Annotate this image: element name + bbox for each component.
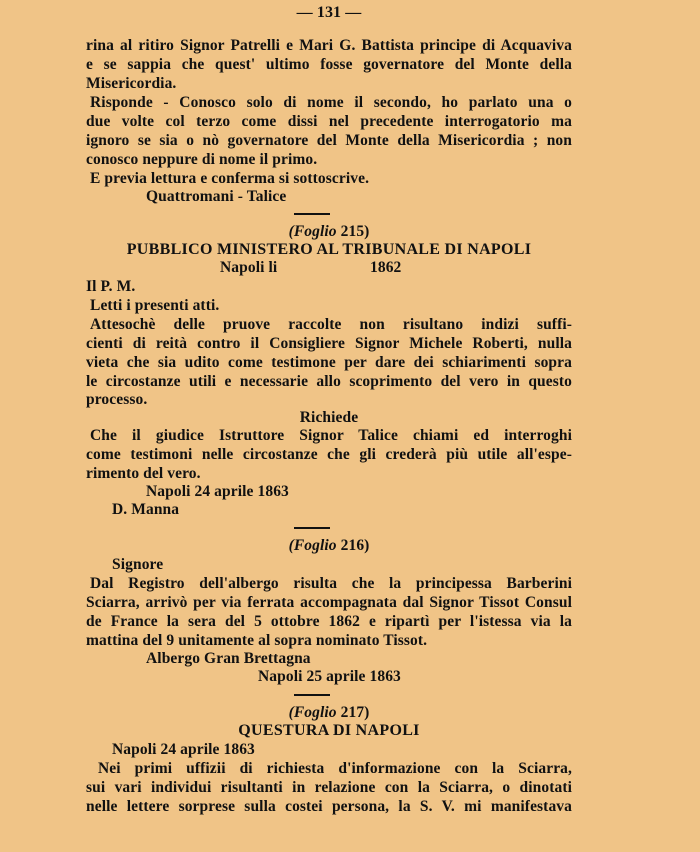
date-line: Napoli 24 aprile 1863 bbox=[112, 741, 255, 758]
text-line: mattina del 9 unitamente al sopra nominato Tissot. bbox=[86, 632, 428, 649]
text-line: ignoro se sia o nò governatore del Monte della Misericordia ; non bbox=[86, 132, 572, 149]
section-divider bbox=[294, 213, 330, 215]
text-line: rimento del vero. bbox=[86, 465, 201, 482]
text-line: sui vari individui risultanti in relazione con la Sciarra, o dinotati bbox=[86, 779, 572, 796]
text-line: Richiede bbox=[299, 409, 359, 426]
text-line: Albergo Gran Brettagna bbox=[146, 650, 311, 667]
folio-number: 215) bbox=[340, 223, 370, 240]
text-line: cienti di reità contro il Consigliere Signor Michele Roberti, nulla bbox=[86, 335, 572, 352]
text-line: le circostanze utili e necessarie allo scoprimento del vero in questo bbox=[86, 373, 572, 390]
folio-word: (Foglio bbox=[288, 537, 337, 554]
text-line: Sciarra, arrivò per via ferrata accompagnata dal Signor Tissot Consul bbox=[86, 594, 572, 611]
text-line: rina al ritiro Signor Patrelli e Mari G. Battista principe di Acquaviva bbox=[86, 37, 572, 54]
folio-label bbox=[86, 704, 572, 722]
date-line: Napoli 25 aprile 1863 bbox=[258, 668, 401, 685]
text-line: de France la sera del 5 ottobre 1862 e ripartì per l'istessa via la bbox=[86, 613, 572, 630]
text-line: Che il giudice Istruttore Signor Talice chiami ed interroghi bbox=[90, 427, 572, 444]
text-line: conosco neppure di nome il primo. bbox=[86, 151, 318, 168]
text-line: E previa lettura e conferma si sottoscrive. bbox=[90, 170, 370, 187]
section-divider bbox=[294, 694, 330, 696]
text-line: vieta che sia udito come testimone per dare dei schiarimenti sopra bbox=[86, 354, 572, 371]
text-line: Signore bbox=[112, 556, 164, 573]
date-place: Napoli li bbox=[220, 259, 278, 276]
date-line: Napoli 24 aprile 1863 bbox=[146, 483, 289, 500]
text-line: Letti i presenti atti. bbox=[90, 297, 220, 314]
section-divider bbox=[294, 527, 330, 529]
text-line: Dal Registro dell'albergo risulta che la principessa Barberini bbox=[90, 575, 572, 592]
signature-line: D. Manna bbox=[112, 501, 180, 518]
text-line: Nei primi uffizii di richiesta d'informazione con la Sciarra, bbox=[98, 760, 572, 777]
folio-word: (Foglio bbox=[288, 223, 337, 240]
signature-line: Quattromani - Talice bbox=[146, 188, 287, 205]
section-heading: PUBBLICO MINISTERO AL TRIBUNALE DI NAPOLI bbox=[126, 241, 532, 258]
date-year: 1862 bbox=[370, 259, 402, 276]
section-heading: QUESTURA DI NAPOLI bbox=[238, 722, 420, 739]
text-line: Attesochè delle pruove raccolte non risultano indizi suffi- bbox=[90, 316, 572, 333]
text-line: processo. bbox=[86, 391, 148, 408]
folio-word: (Foglio bbox=[288, 704, 337, 721]
text-line: due volte col terzo come dissi nel precedente interrogatorio ma bbox=[86, 113, 572, 130]
text-line: Risponde - Conosco solo di nome il secondo, ho parlato una o bbox=[90, 94, 572, 111]
text-line: Misericordia. bbox=[86, 75, 177, 92]
folio-label bbox=[86, 537, 572, 555]
text-line: come testimoni nelle circostanze che gli crederà più utile all'espe- bbox=[86, 446, 572, 463]
text-line: e se sappia che quest' ultimo fosse governatore del Monte della bbox=[86, 56, 572, 73]
folio-number: 216) bbox=[340, 537, 370, 554]
text-line: nelle lettere sorprese sulla costei persona, la S. V. mi manifestava bbox=[86, 798, 572, 815]
folio-label bbox=[86, 223, 572, 241]
folio-number: 217) bbox=[340, 704, 370, 721]
text-line: Il P. M. bbox=[86, 278, 136, 295]
page-number: — 131 — bbox=[296, 4, 362, 21]
